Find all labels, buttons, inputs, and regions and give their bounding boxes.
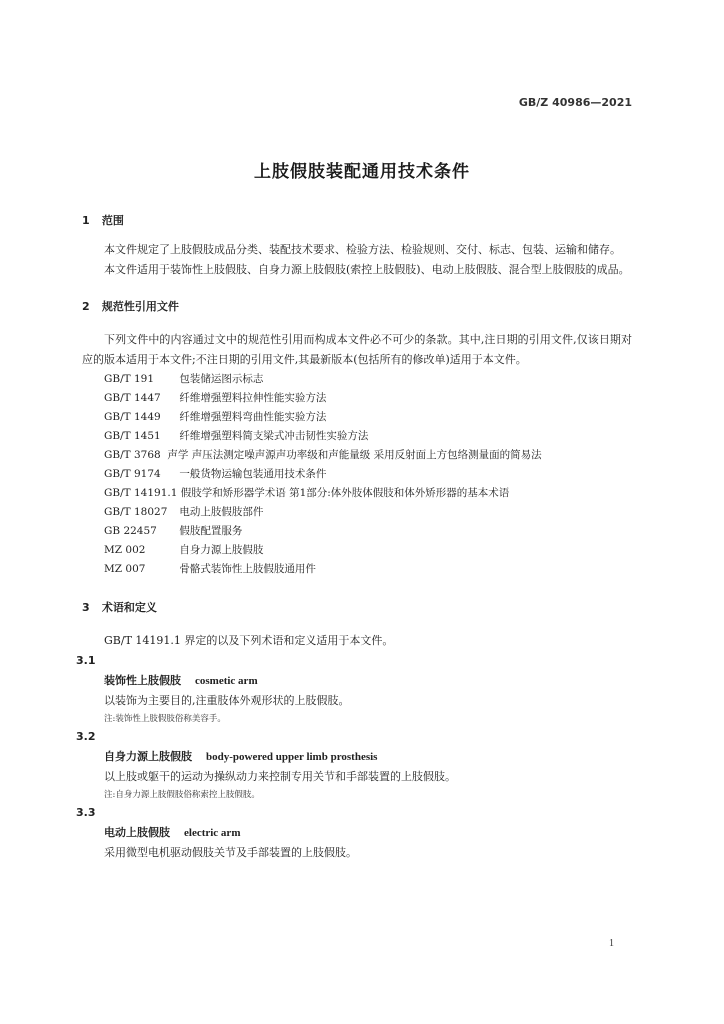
reference-item [104,484,632,503]
term-name-en: body-powered upper limb prosthesis [206,751,378,763]
reference-title: 纤维增强塑料简支梁式冲击韧性实验方法 [179,430,369,442]
standard-code: GB/Z 40986—2021 [518,96,632,109]
reference-title: 电动上肢假肢部件 [179,506,264,518]
reference-title: 纤维增强塑料弯曲性能实验方法 [179,411,327,423]
term-number: 3.1 [76,654,96,667]
term-name-cn: 电动上肢假肢 [104,826,170,839]
reference-code: MZ 007 [104,563,146,575]
section-title: 规范性引用文件 [101,300,179,313]
reference-item [104,503,632,522]
section-title: 术语和定义 [101,601,157,614]
reference-item [104,541,632,560]
document-title: 上肢假肢装配通用技术条件 [254,162,470,182]
reference-title: 一般货物运输包装通用技术条件 [179,468,327,480]
term-definition: 以装饰为主要目的,注重肢体外观形状的上肢假肢。 [104,694,350,707]
term-note: 注:自身力源上肢假肢俗称索控上肢假肢。 [104,790,260,800]
section-number: 2 [82,300,90,313]
paragraph: 本文件规定了上肢假肢成品分类、装配技术要求、检验方法、检验规则、交付、标志、包装、运输和储存。 [104,243,621,256]
term-name-cn: 自身力源上肢假肢 [104,750,192,763]
term-name-en: cosmetic arm [195,675,258,687]
section-number: 3 [82,601,90,614]
document-body [76,212,632,863]
term-note: 注:装饰性上肢假肢俗称美容手。 [104,714,226,724]
reference-code: MZ 002 [104,544,146,556]
section-3-heading [82,599,632,615]
page-number: 1 [609,938,614,949]
term-name [104,671,632,691]
reference-code: GB/T 9174 [104,468,161,480]
term-definition: 以上肢或躯干的运动为操纵动力来控制专用关节和手部装置的上肢假肢。 [104,770,456,783]
section-2-heading [82,298,632,314]
reference-title: 声学 声压法测定噪声源声功率级和声能量级 采用反射面上方包络测量面的简易法 [167,449,542,461]
reference-code: GB 22457 [104,525,157,537]
reference-code: GB/T 3768 [104,449,161,461]
reference-title: 纤维增强塑料拉伸性能实验方法 [179,392,327,404]
term-name-en: electric arm [184,827,241,839]
reference-code: GB/T 1451 [104,430,161,442]
reference-item [104,370,632,389]
term-definition: 采用微型电机驱动假肢关节及手部装置的上肢假肢。 [104,846,357,859]
reference-title: 自身力源上肢假肢 [179,544,264,556]
section-number: 1 [82,214,90,227]
paragraph: 下列文件中的内容通过文中的规范性引用而构成本文件必不可少的条款。其中,注日期的引用文件,仅该日期对应的版本适用于本文件;不注日期的引用文件,其最新版本(包括所有的修改单)适用于本文件。 [82,333,632,366]
reference-item [104,560,632,579]
paragraph: GB/T 14191.1 界定的以及下列术语和定义适用于本文件。 [104,634,394,647]
paragraph: 本文件适用于装饰性上肢假肢、自身力源上肢假肢(索控上肢假肢)、电动上肢假肢、混合型上肢假肢的成品。 [104,263,630,276]
term-name-cn: 装饰性上肢假肢 [104,674,181,687]
reference-code: GB/T 14191.1 [104,487,178,499]
reference-code: GB/T 18027 [104,506,168,518]
section-title: 范围 [101,214,124,227]
reference-title: 包装储运图示标志 [179,373,264,385]
reference-code: GB/T 191 [104,373,155,385]
reference-title: 骨骼式装饰性上肢假肢通用件 [179,563,316,575]
reference-item [104,465,632,484]
reference-item [104,427,632,446]
term-number: 3.2 [76,730,96,743]
reference-title: 假肢配置服务 [179,525,243,537]
reference-title: 假肢学和矫形器学术语 第1部分:体外肢体假肢和体外矫形器的基本术语 [180,487,510,499]
term-name [104,747,632,767]
reference-code: GB/T 1447 [104,392,161,404]
term-name [104,823,632,843]
section-1-heading [82,212,632,228]
term-number: 3.3 [76,806,96,819]
reference-item [104,522,632,541]
reference-item [82,446,632,465]
reference-item [104,389,632,408]
reference-item [104,408,632,427]
reference-code: GB/T 1449 [104,411,161,423]
